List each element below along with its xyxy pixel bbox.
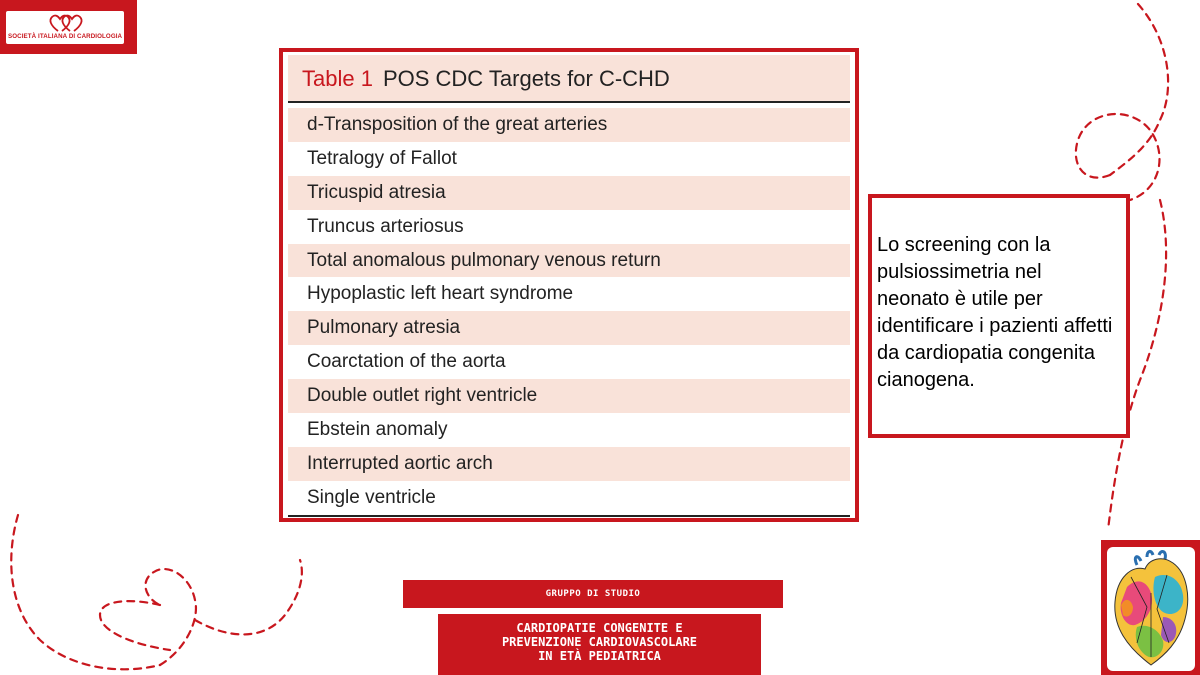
heart-artwork — [1107, 547, 1195, 671]
table-row: Total anomalous pulmonary venous return — [288, 244, 850, 278]
screening-note-box — [868, 194, 1130, 438]
study-group-title-line: CARDIOPATIE CONGENITE E — [516, 621, 683, 635]
table-header — [288, 55, 850, 103]
table-row: Interrupted aortic arch — [288, 447, 850, 481]
table-row: Tricuspid atresia — [288, 176, 850, 210]
table-row: Truncus arteriosus — [288, 210, 850, 244]
screening-note-text: Lo screening con la pulsiossimetria nel neonato è utile per identificare i pazienti affetti da cardiopatia congenita cianogena. — [877, 234, 1113, 391]
table-row: Pulmonary atresia — [288, 311, 850, 345]
study-group-title-line: PREVENZIONE CARDIOVASCOLARE — [501, 635, 698, 649]
sic-logo — [0, 0, 137, 54]
anatomical-heart-icon — [1107, 547, 1195, 671]
table-row: Single ventricle — [288, 481, 850, 515]
table-row: Coarctation of the aorta — [288, 345, 850, 379]
table-row: Hypoplastic left heart syndrome — [288, 277, 850, 311]
table-row: Double outlet right ventricle — [288, 379, 850, 413]
table-body — [288, 108, 850, 517]
study-group-label: GRUPPO DI STUDIO — [403, 580, 783, 608]
study-group-title-line: IN ETÀ PEDIATRICA — [538, 649, 661, 663]
table-title: POS CDC Targets for C-CHD — [382, 66, 670, 91]
double-heart-icon — [48, 13, 84, 33]
table-row: Ebstein anomaly — [288, 413, 850, 447]
cchd-targets-table — [279, 48, 859, 522]
table-row: Tetralogy of Fallot — [288, 142, 850, 176]
study-group-title — [438, 614, 761, 675]
sic-logo-card — [6, 11, 124, 44]
table-number: Table 1 — [302, 66, 373, 91]
table-row: d-Transposition of the great arteries — [288, 108, 850, 142]
heart-artwork-frame — [1101, 540, 1200, 675]
sic-logo-text: SOCIETÀ ITALIANA DI CARDIOLOGIA — [8, 33, 123, 40]
